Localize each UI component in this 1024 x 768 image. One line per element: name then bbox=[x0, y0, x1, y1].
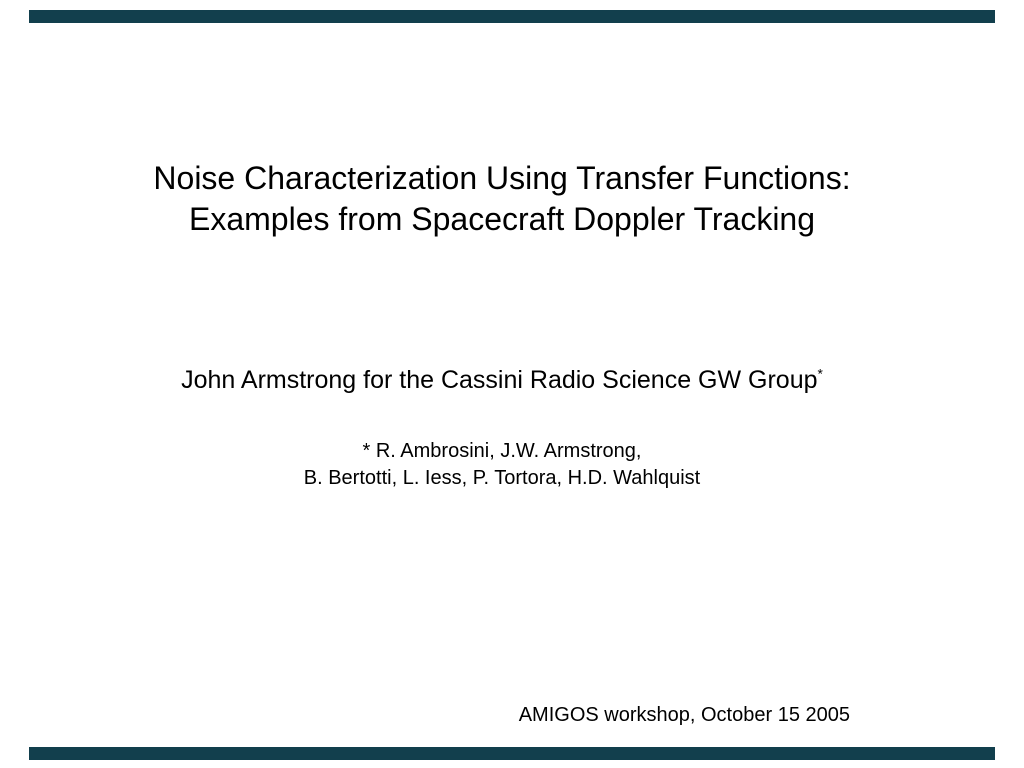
top-accent-bar bbox=[29, 10, 995, 23]
author-line bbox=[0, 363, 1004, 397]
bottom-accent-bar bbox=[29, 747, 995, 760]
credits-line-1: * R. Ambrosini, J.W. Armstrong, bbox=[362, 440, 642, 462]
slide-title-line-1: Noise Characterization Using Transfer Functions: bbox=[153, 160, 851, 196]
author-text: John Armstrong for the Cassini Radio Science GW Group bbox=[181, 366, 818, 394]
credits-line-2: B. Bertotti, L. Iess, P. Tortora, H.D. Wahlquist bbox=[303, 467, 701, 489]
slide-title bbox=[0, 158, 1004, 240]
slide-title-line-2: Examples from Spacecraft Doppler Tracking bbox=[188, 201, 816, 237]
author-footnote-marker: * bbox=[817, 366, 823, 382]
footer-note: AMIGOS workshop, October 15 2005 bbox=[518, 704, 850, 726]
credits-block bbox=[0, 438, 1004, 492]
